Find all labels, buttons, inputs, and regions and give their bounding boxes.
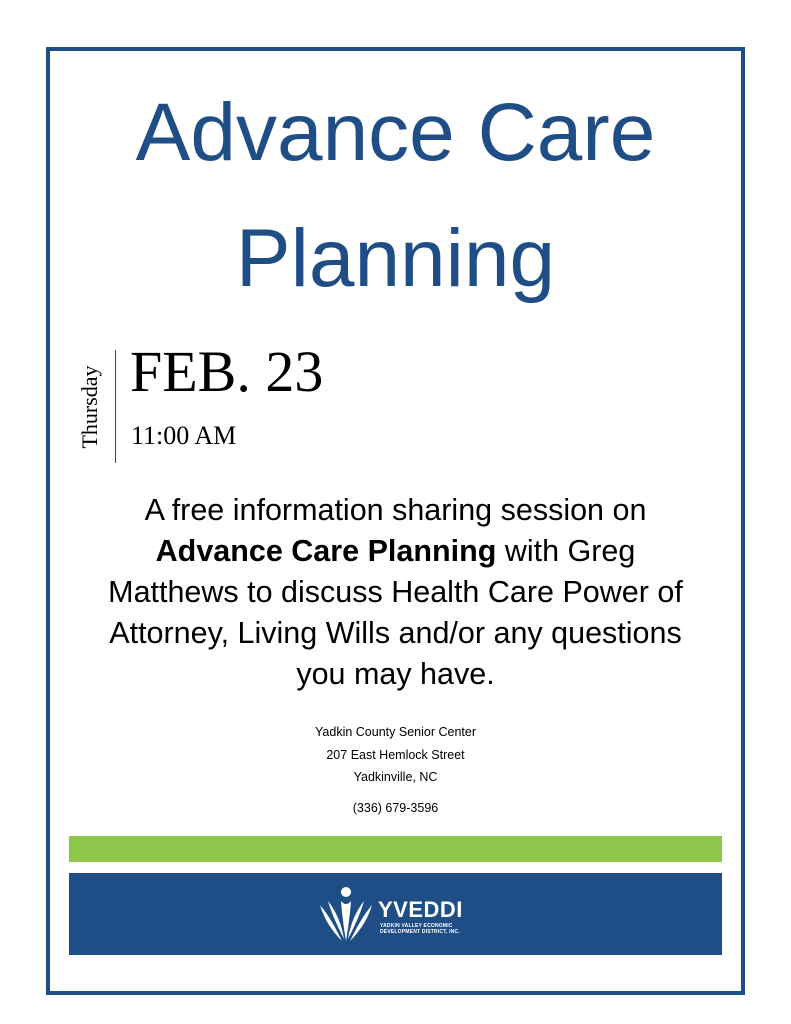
logo-tagline	[380, 923, 480, 936]
event-day-label: Thursday	[77, 365, 102, 449]
contact-phone: (336) 679-3596	[352, 801, 439, 815]
event-time: 11:00 AM	[131, 421, 237, 450]
date-divider	[115, 350, 116, 463]
location-street: 207 East Hemlock Street	[326, 748, 465, 762]
description-line-4: Attorney, Living Wills and/or any questions	[109, 616, 682, 650]
description-highlight: Advance Care Planning	[155, 534, 497, 568]
description-line-3: Matthews to discuss Health Care Power of	[108, 575, 683, 609]
description-rest: with Greg	[496, 534, 636, 568]
title-line-1: Advance Care	[135, 87, 656, 178]
event-day	[77, 352, 103, 462]
event-description	[46, 490, 745, 695]
description-intro: A free information sharing session on	[144, 493, 647, 527]
yveddi-logo-icon	[318, 885, 374, 943]
green-accent-bar	[69, 836, 722, 862]
logo-tagline-2: DEVELOPMENT DISTRICT, INC.	[380, 929, 460, 936]
description-line-5: you may have.	[296, 657, 495, 691]
yveddi-logo	[318, 885, 478, 945]
title-line-2: Planning	[235, 213, 556, 304]
location-name: Yadkin County Senior Center	[315, 725, 476, 739]
logo-name: YVEDDI	[378, 897, 463, 922]
logo-tagline-1: YADKIN VALLEY ECONOMIC	[380, 923, 453, 929]
event-date: FEB. 23	[130, 339, 324, 404]
location-city: Yadkinville, NC	[353, 770, 438, 784]
